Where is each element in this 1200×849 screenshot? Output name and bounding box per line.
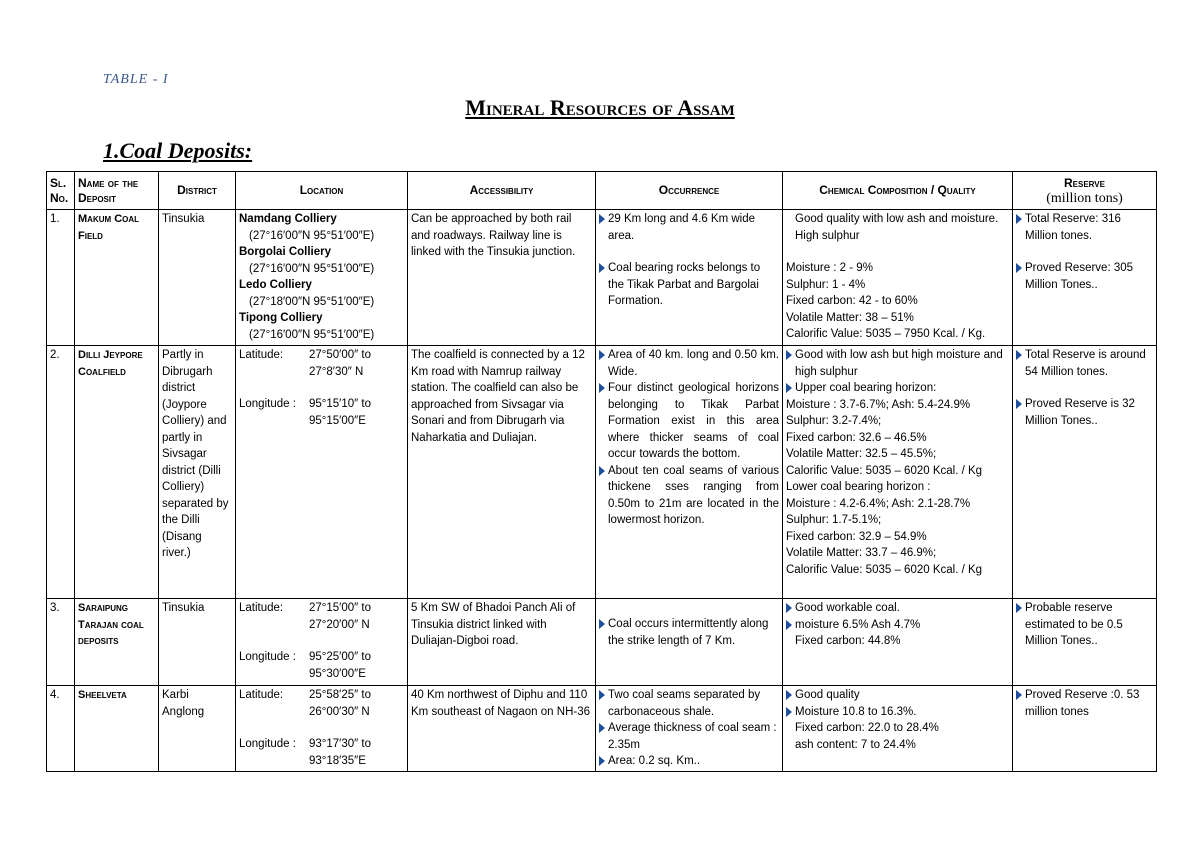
cell-district: Partly in Dibrugarh district (Joypore Colliery) and partly in Sivsagar district (Dilli Colliery) separated by the Dilli (Disang river.) — [159, 346, 236, 599]
cell-reserve — [1013, 210, 1157, 346]
bullet-item: Probable reserve estimated to be 0.5 Million Tones.. — [1016, 600, 1153, 650]
bullet-item: Coal bearing rocks belongs to the Tikak Parbat and Bargolai Formation. — [599, 260, 779, 310]
cell-accessibility: Can be approached by both rail and roadways. Railway line is linked with the Tinsukia junction. — [408, 210, 596, 346]
bullet-item: 29 Km long and 4.6 Km wide area. — [599, 211, 779, 244]
cell-deposit-name: Makum Coal Field — [75, 210, 159, 346]
bullet-item: moisture 6.5% Ash 4.7% — [786, 617, 1009, 634]
bullet-item: Four distinct geological horizons belonging to Tikak Parbat Formation exist in this area where thicker seams of coal occur towards the bottom. — [599, 380, 779, 463]
header-sl: Sl. No. — [47, 172, 75, 210]
cell-accessibility: 40 Km northwest of Diphu and 110 Km southeast of Nagaon on NH-36 — [408, 686, 596, 772]
cell-chemical: Good workable coal. moisture 6.5% Ash 4.7% Fixed carbon: 44.8% — [783, 599, 1013, 686]
bullet-item: Proved Reserve: 305 Million Tones.. — [1016, 260, 1153, 293]
bullet-item: Average thickness of coal seam : 2.35m — [599, 720, 779, 753]
cell-location: Latitude: 25°58′25″ to 26°00′30″ N Longitude : 93°17′30″ to 93°18′35″E — [236, 686, 408, 772]
table-row — [47, 599, 1157, 686]
cell-deposit-name: Saraipung Tarajan coal deposits — [75, 599, 159, 686]
header-row — [47, 172, 1157, 210]
cell-sl: 4. — [47, 686, 75, 772]
table-row — [47, 210, 1157, 346]
cell-chemical: Good quality with low ash and moisture. High sulphur Moisture : 2 - 9% Sulphur: 1 - 4% Fixed carbon: 42 - to 60% Volatile Matter: 38 – 51% Calorific Value: 5035 – 7950 Kcal. / Kg. — [783, 210, 1013, 346]
header-occurrence: Occurrence — [596, 172, 783, 210]
bullet-item: Area: 0.2 sq. Km.. — [599, 753, 779, 770]
header-reserve: Reserve (million tons) — [1013, 172, 1157, 210]
bullet-item: Moisture 10.8 to 16.3%. — [786, 704, 1009, 721]
cell-district: Karbi Anglong — [159, 686, 236, 772]
header-chemical: Chemical Composition / Quality — [783, 172, 1013, 210]
table-row — [47, 686, 1157, 772]
header-district: District — [159, 172, 236, 210]
bullet-item: Good with low ash but high moisture and high sulphur — [786, 347, 1009, 380]
cell-deposit-name: Dilli Jeypore Coalfield — [75, 346, 159, 599]
bullet-item: Area of 40 km. long and 0.50 km. Wide. — [599, 347, 779, 380]
cell-chemical: Good with low ash but high moisture and high sulphur Upper coal bearing horizon: Moisture : 3.7-6.7%; Ash: 5.4-24.9% Sulphur: 3.2-7.4%; Fixed carbon: 32.6 – 46.5% Volatile Matter: 32.5 – 45.5%; Calorific Value: 5035 – 6020 Kcal. / Kg Lower coal bearing horizon : Moisture : 4.2-6.4%; Ash: 2.1-28.7% Sulphur: 1.7-5.1%; Fixed carbon: 32.9 – 54.9% Volatile Matter: 33.7 – 46.9%; Calorific Value: 5035 – 6020 Kcal. / Kg — [783, 346, 1013, 599]
bullet-item: Total Reserve: 316 Million tones. — [1016, 211, 1153, 244]
bullet-item: Total Reserve is around 54 Million tones. — [1016, 347, 1153, 380]
cell-district: Tinsukia — [159, 599, 236, 686]
bullet-item: Two coal seams separated by carbonaceous shale. — [599, 687, 779, 720]
cell-chemical: Good quality Moisture 10.8 to 16.3%. Fixed carbon: 22.0 to 28.4% ash content: 7 to 24.4% — [783, 686, 1013, 772]
cell-accessibility: The coalfield is connected by a 12 Km road with Namrup railway station. The coalfield can also be approached from Sivsagar via Sonari and from Dibrugarh via Naharkatia and Duliajan. — [408, 346, 596, 599]
cell-deposit-name: Sheelveta — [75, 686, 159, 772]
cell-sl: 1. — [47, 210, 75, 346]
header-accessibility: Accessibility — [408, 172, 596, 210]
header-location: Location — [236, 172, 408, 210]
cell-location: Latitude: 27°15′00″ to 27°20′00″ N Longitude : 95°25′00″ to 95°30′00″E — [236, 599, 408, 686]
cell-location: Latitude: 27°50′00″ to 27°8′30″ N Longitude : 95°15′10″ to 95°15′00″E — [236, 346, 408, 599]
bullet-item: Coal occurs intermittently along the strike length of 7 Km. — [599, 616, 779, 649]
cell-occurrence — [596, 210, 783, 346]
table-tag: TABLE - I — [103, 72, 169, 87]
cell-sl: 3. — [47, 599, 75, 686]
cell-occurrence — [596, 346, 783, 599]
bullet-item: About ten coal seams of various thickene sses ranging from 0.50m to 21m are located in the lowermost horizon. — [599, 463, 779, 529]
cell-reserve — [1013, 599, 1157, 686]
page-title: Mineral Resources of Assam — [465, 95, 735, 120]
cell-accessibility: 5 Km SW of Bhadoi Panch Ali of Tinsukia district linked with Duliajan-Digboi road. — [408, 599, 596, 686]
bullet-item: Proved Reserve is 32 Million Tones.. — [1016, 396, 1153, 429]
coal-deposits-table — [46, 171, 1157, 772]
table-row — [47, 346, 1157, 599]
cell-occurrence — [596, 599, 783, 686]
bullet-item: Upper coal bearing horizon: — [786, 380, 1009, 397]
section-subtitle: 1.Coal Deposits: — [103, 138, 253, 163]
cell-reserve — [1013, 346, 1157, 599]
header-name: Name of the Deposit — [75, 172, 159, 210]
cell-occurrence — [596, 686, 783, 772]
bullet-item: Proved Reserve :0. 53 million tones — [1016, 687, 1153, 720]
bullet-item: Good quality — [786, 687, 1009, 704]
cell-location: Namdang Colliery (27°16′00″N 95°51′00″E) Borgolai Colliery (27°16′00″N 95°51′00″E) Ledo Colliery (27°18′00″N 95°51′00″E) Tipong Colliery (27°16′00″N 95°51′00″E) — [236, 210, 408, 346]
cell-reserve — [1013, 686, 1157, 772]
cell-sl: 2. — [47, 346, 75, 599]
cell-district: Tinsukia — [159, 210, 236, 346]
bullet-item: Good workable coal. — [786, 600, 1009, 617]
